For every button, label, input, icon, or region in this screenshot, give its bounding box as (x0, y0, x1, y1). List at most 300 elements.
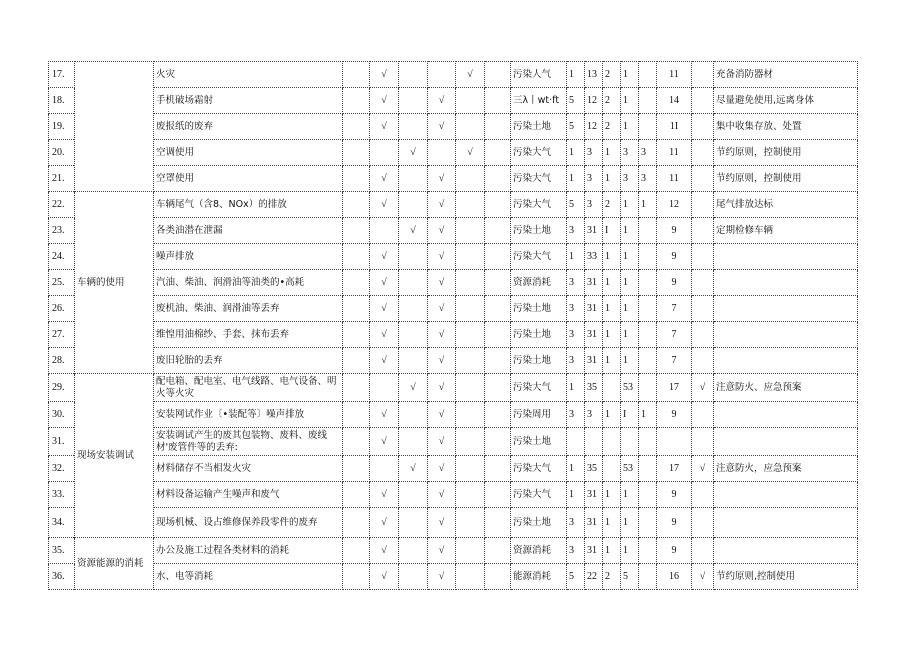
check-cell-1 (343, 482, 370, 508)
score-cell-2: 12 (585, 114, 603, 140)
check-cell-4: √ (428, 218, 456, 244)
total-score-cell: 11 (657, 140, 692, 166)
score-cell-5 (639, 244, 657, 270)
score-cell-2: 31 (585, 482, 603, 508)
total-score-cell (657, 428, 692, 456)
score-cell-4: 1 (621, 538, 639, 564)
check-cell-3 (399, 348, 428, 374)
score-cell-5 (639, 322, 657, 348)
impact-cell: 污染大气 (511, 166, 567, 192)
activity-cell: 废机油、柴油、润滑油等丢弃 (154, 296, 343, 322)
score-cell-4: 1 (621, 114, 639, 140)
check-cell-5: √ (456, 62, 485, 88)
blank-cell (485, 322, 511, 348)
row-number: 33. (49, 482, 75, 508)
blank-cell (485, 456, 511, 482)
score-cell-3: 2 (603, 114, 621, 140)
score-cell-5 (639, 88, 657, 114)
check-cell-4: √ (428, 244, 456, 270)
table-row (49, 62, 858, 88)
check-cell-2: √ (370, 402, 399, 428)
impact-cell: 污染土地 (511, 218, 567, 244)
row-number: 20. (49, 140, 75, 166)
blank-cell (485, 564, 511, 590)
check-cell-3 (399, 244, 428, 270)
total-score-cell: 1I (657, 114, 692, 140)
score-cell-3: 2 (603, 192, 621, 218)
row-number: 21. (49, 166, 75, 192)
control-measure-cell (714, 482, 858, 508)
total-score-cell: 17 (657, 374, 692, 402)
activity-cell: 手机破场霜射 (154, 88, 343, 114)
category-cell: 车辆的使用 (75, 192, 154, 374)
impact-cell: 污染大气 (511, 456, 567, 482)
table-row (49, 270, 858, 296)
score-cell-2: 31 (585, 348, 603, 374)
check-cell-4: √ (428, 296, 456, 322)
score-cell-5 (639, 456, 657, 482)
score-cell-1: 5 (567, 564, 585, 590)
control-measure-cell (714, 270, 858, 296)
activity-cell: 配电箱、配电室、电气线路、电气设备、明火等火灾 (154, 374, 343, 402)
check-cell-2: √ (370, 270, 399, 296)
score-cell-5 (639, 62, 657, 88)
control-measure-cell (714, 244, 858, 270)
significant-check-cell (692, 296, 714, 322)
activity-cell: 车辆尾气（含8、NOx）的排放 (154, 192, 343, 218)
check-cell-1 (343, 270, 370, 296)
score-cell-4: 1 (621, 482, 639, 508)
score-cell-3: I (603, 218, 621, 244)
check-cell-5 (456, 564, 485, 590)
check-cell-5 (456, 166, 485, 192)
check-cell-2: √ (370, 244, 399, 270)
control-measure-cell (714, 538, 858, 564)
row-number: 35. (49, 538, 75, 564)
score-cell-2: 3 (585, 192, 603, 218)
significant-check-cell (692, 482, 714, 508)
significant-check-cell: √ (692, 374, 714, 402)
check-cell-3 (399, 166, 428, 192)
score-cell-2: 13 (585, 62, 603, 88)
activity-cell: 空罩使用 (154, 166, 343, 192)
table-row (49, 456, 858, 482)
blank-cell (485, 296, 511, 322)
score-cell-3 (603, 456, 621, 482)
check-cell-4: √ (428, 508, 456, 538)
check-cell-4: √ (428, 456, 456, 482)
score-cell-5 (639, 218, 657, 244)
row-number: 30. (49, 402, 75, 428)
check-cell-3 (399, 428, 428, 456)
check-cell-5 (456, 296, 485, 322)
check-cell-3: √ (399, 218, 428, 244)
score-cell-5 (639, 428, 657, 456)
total-score-cell: 12 (657, 192, 692, 218)
table-row (49, 538, 858, 564)
significant-check-cell (692, 140, 714, 166)
check-cell-4: √ (428, 166, 456, 192)
score-cell-1: 1 (567, 62, 585, 88)
table-row (49, 374, 858, 402)
check-cell-1 (343, 114, 370, 140)
score-cell-3 (603, 428, 621, 456)
impact-cell: 污染土地 (511, 322, 567, 348)
check-cell-1 (343, 244, 370, 270)
row-number: 29. (49, 374, 75, 402)
score-cell-5: 3 (639, 140, 657, 166)
check-cell-2 (370, 374, 399, 402)
score-cell-4: 1 (621, 296, 639, 322)
score-cell-3: 1 (603, 140, 621, 166)
blank-cell (485, 270, 511, 296)
check-cell-5 (456, 402, 485, 428)
score-cell-1: 1 (567, 456, 585, 482)
score-cell-5 (639, 482, 657, 508)
check-cell-3 (399, 482, 428, 508)
activity-cell: 材料储存不当相发火灾 (154, 456, 343, 482)
check-cell-2: √ (370, 538, 399, 564)
impact-cell: 资源消耗 (511, 538, 567, 564)
row-number: 19. (49, 114, 75, 140)
score-cell-1: 1 (567, 140, 585, 166)
score-cell-3: 1 (603, 508, 621, 538)
significant-check-cell: √ (692, 456, 714, 482)
category-cell (75, 62, 154, 192)
table-row (49, 218, 858, 244)
category-cell: 现场安装调试 (75, 374, 154, 538)
check-cell-5 (456, 192, 485, 218)
score-cell-2: 31 (585, 322, 603, 348)
check-cell-5 (456, 244, 485, 270)
check-cell-3 (399, 322, 428, 348)
check-cell-1 (343, 564, 370, 590)
blank-cell (485, 166, 511, 192)
check-cell-2 (370, 218, 399, 244)
score-cell-4: 1 (621, 88, 639, 114)
significant-check-cell (692, 62, 714, 88)
check-cell-5 (456, 348, 485, 374)
row-number: 32. (49, 456, 75, 482)
check-cell-2: √ (370, 508, 399, 538)
score-cell-1: 3 (567, 538, 585, 564)
control-measure-cell: 定期检修车辆 (714, 218, 858, 244)
control-measure-cell (714, 322, 858, 348)
total-score-cell: 9 (657, 538, 692, 564)
score-cell-1: 3 (567, 270, 585, 296)
table-row (49, 166, 858, 192)
score-cell-2: 35 (585, 456, 603, 482)
blank-cell (485, 88, 511, 114)
total-score-cell: 7 (657, 322, 692, 348)
check-cell-3 (399, 538, 428, 564)
score-cell-4: 1 (621, 270, 639, 296)
check-cell-5 (456, 482, 485, 508)
score-cell-1: 1 (567, 166, 585, 192)
score-cell-2: 3 (585, 166, 603, 192)
score-cell-3: 1 (603, 402, 621, 428)
score-cell-3: 2 (603, 62, 621, 88)
check-cell-4: √ (428, 348, 456, 374)
activity-cell: 维惶用油棉纱、手套、抹布丢弃 (154, 322, 343, 348)
significant-check-cell (692, 88, 714, 114)
check-cell-1 (343, 296, 370, 322)
check-cell-5 (456, 270, 485, 296)
score-cell-5 (639, 374, 657, 402)
impact-cell: 资源消耗 (511, 270, 567, 296)
significant-check-cell (692, 218, 714, 244)
score-cell-2: 3 (585, 140, 603, 166)
row-number: 36. (49, 564, 75, 590)
total-score-cell: 9 (657, 244, 692, 270)
table-row (49, 88, 858, 114)
score-cell-5 (639, 538, 657, 564)
table-row (49, 322, 858, 348)
score-cell-4: 1 (621, 322, 639, 348)
blank-cell (485, 218, 511, 244)
control-measure-cell (714, 508, 858, 538)
blank-cell (485, 402, 511, 428)
check-cell-1 (343, 348, 370, 374)
control-measure-cell: 节约原则，控制使用 (714, 166, 858, 192)
total-score-cell: 9 (657, 482, 692, 508)
score-cell-1: 3 (567, 218, 585, 244)
check-cell-1 (343, 428, 370, 456)
check-cell-3 (399, 296, 428, 322)
check-cell-4: √ (428, 428, 456, 456)
impact-cell: 污染土地 (511, 348, 567, 374)
total-score-cell: 7 (657, 348, 692, 374)
check-cell-1 (343, 88, 370, 114)
check-cell-2: √ (370, 114, 399, 140)
blank-cell (485, 374, 511, 402)
check-cell-4: √ (428, 322, 456, 348)
row-number: 34. (49, 508, 75, 538)
activity-cell: 材料设备运输产生噪声和废气 (154, 482, 343, 508)
score-cell-1: 3 (567, 296, 585, 322)
table-row (49, 140, 858, 166)
blank-cell (485, 428, 511, 456)
check-cell-1 (343, 456, 370, 482)
check-cell-1 (343, 322, 370, 348)
score-cell-4: 1 (621, 62, 639, 88)
total-score-cell: 17 (657, 456, 692, 482)
score-cell-1: 5 (567, 192, 585, 218)
control-measure-cell: 注意防火，应急预案 (714, 456, 858, 482)
score-cell-3: 2 (603, 88, 621, 114)
score-cell-1: 1 (567, 244, 585, 270)
score-cell-4: 53 (621, 374, 639, 402)
check-cell-3 (399, 270, 428, 296)
evaluation-table (48, 61, 858, 590)
impact-cell: 污染大气 (511, 244, 567, 270)
blank-cell (485, 348, 511, 374)
control-measure-cell: 尽量避免使用,远离身体 (714, 88, 858, 114)
check-cell-5 (456, 538, 485, 564)
significant-check-cell (692, 244, 714, 270)
score-cell-3: 1 (603, 348, 621, 374)
check-cell-2: √ (370, 296, 399, 322)
control-measure-cell: 尾气排放达标 (714, 192, 858, 218)
blank-cell (485, 140, 511, 166)
check-cell-5 (456, 428, 485, 456)
score-cell-2: 31 (585, 538, 603, 564)
row-number: 26. (49, 296, 75, 322)
score-cell-1 (567, 428, 585, 456)
significant-check-cell (692, 538, 714, 564)
check-cell-2: √ (370, 322, 399, 348)
impact-cell: 污染周用 (511, 402, 567, 428)
check-cell-4: √ (428, 114, 456, 140)
check-cell-4: √ (428, 88, 456, 114)
table-row (49, 564, 858, 590)
score-cell-2: 22 (585, 564, 603, 590)
score-cell-4: 1 (621, 508, 639, 538)
activity-cell: 空调使用 (154, 140, 343, 166)
significant-check-cell: √ (692, 564, 714, 590)
check-cell-4: √ (428, 482, 456, 508)
total-score-cell: 9 (657, 270, 692, 296)
total-score-cell: 9 (657, 402, 692, 428)
significant-check-cell (692, 508, 714, 538)
check-cell-2: √ (370, 88, 399, 114)
score-cell-3 (603, 374, 621, 402)
blank-cell (485, 192, 511, 218)
activity-cell: 废旧轮胎的丢弃 (154, 348, 343, 374)
table-row (49, 114, 858, 140)
check-cell-5 (456, 88, 485, 114)
activity-cell: 汽油、柴油、润滑油等油类的•高耗 (154, 270, 343, 296)
table-row (49, 348, 858, 374)
control-measure-cell: 节约原则，控制使用 (714, 140, 858, 166)
check-cell-3 (399, 192, 428, 218)
impact-cell: 污染土地 (511, 508, 567, 538)
score-cell-2 (585, 428, 603, 456)
check-cell-5 (456, 374, 485, 402)
score-cell-2: 3 (585, 402, 603, 428)
blank-cell (485, 538, 511, 564)
score-cell-4: 53 (621, 456, 639, 482)
check-cell-4: √ (428, 538, 456, 564)
row-number: 28. (49, 348, 75, 374)
table-row (49, 402, 858, 428)
blank-cell (485, 508, 511, 538)
score-cell-5 (639, 114, 657, 140)
table-row (49, 482, 858, 508)
check-cell-2: √ (370, 348, 399, 374)
check-cell-2 (370, 140, 399, 166)
score-cell-3: 1 (603, 322, 621, 348)
check-cell-4: √ (428, 564, 456, 590)
significant-check-cell (692, 192, 714, 218)
blank-cell (485, 114, 511, 140)
score-cell-2: 31 (585, 218, 603, 244)
check-cell-1 (343, 62, 370, 88)
score-cell-1: 1 (567, 482, 585, 508)
score-cell-3: 1 (603, 538, 621, 564)
control-measure-cell: 集中收集存放、处置 (714, 114, 858, 140)
check-cell-5 (456, 508, 485, 538)
score-cell-2: 33 (585, 244, 603, 270)
significant-check-cell (692, 270, 714, 296)
significant-check-cell (692, 348, 714, 374)
check-cell-1 (343, 538, 370, 564)
score-cell-3: 1 (603, 270, 621, 296)
check-cell-3 (399, 564, 428, 590)
check-cell-2: √ (370, 482, 399, 508)
score-cell-3: 2 (603, 564, 621, 590)
impact-cell: 能源消耗 (511, 564, 567, 590)
significant-check-cell (692, 402, 714, 428)
score-cell-4: 3 (621, 166, 639, 192)
score-cell-1: 3 (567, 508, 585, 538)
row-number: 27. (49, 322, 75, 348)
activity-cell: 安装调试产生的废其包装物、废料、废线材'废管件等的丢弃: (154, 428, 343, 456)
score-cell-1: 5 (567, 88, 585, 114)
check-cell-4: √ (428, 270, 456, 296)
impact-cell: 污染大气 (511, 482, 567, 508)
check-cell-5 (456, 456, 485, 482)
total-score-cell: 16 (657, 564, 692, 590)
significant-check-cell (692, 114, 714, 140)
significant-check-cell (692, 428, 714, 456)
activity-cell: 水、电等消耗 (154, 564, 343, 590)
score-cell-2: 35 (585, 374, 603, 402)
row-number: 24. (49, 244, 75, 270)
check-cell-4 (428, 140, 456, 166)
score-cell-4: 1 (621, 192, 639, 218)
activity-cell: 火灾 (154, 62, 343, 88)
significant-check-cell (692, 166, 714, 192)
score-cell-2: 31 (585, 296, 603, 322)
control-measure-cell (714, 348, 858, 374)
total-score-cell: 14 (657, 88, 692, 114)
row-number: 31. (49, 428, 75, 456)
activity-cell: 现场机械、设占维修保养段零件的废弃 (154, 508, 343, 538)
category-cell: 资源能源的消耗 (75, 538, 154, 590)
check-cell-3 (399, 88, 428, 114)
row-number: 22. (49, 192, 75, 218)
score-cell-1: 5 (567, 114, 585, 140)
check-cell-1 (343, 166, 370, 192)
score-cell-1: 3 (567, 348, 585, 374)
total-score-cell: 11 (657, 166, 692, 192)
check-cell-4 (428, 62, 456, 88)
score-cell-4: 1 (621, 348, 639, 374)
control-measure-cell (714, 428, 858, 456)
score-cell-3: 1 (603, 166, 621, 192)
check-cell-1 (343, 402, 370, 428)
check-cell-3 (399, 508, 428, 538)
row-number: 17. (49, 62, 75, 88)
total-score-cell: 7 (657, 296, 692, 322)
activity-cell: 各类油潜在泄漏 (154, 218, 343, 244)
activity-cell: 安装网试作业〔•装配等〕噪声排放 (154, 402, 343, 428)
score-cell-5 (639, 508, 657, 538)
table-row (49, 296, 858, 322)
impact-cell: 污染大气 (511, 192, 567, 218)
score-cell-5 (639, 348, 657, 374)
check-cell-3: √ (399, 140, 428, 166)
check-cell-4: √ (428, 374, 456, 402)
control-measure-cell (714, 402, 858, 428)
significant-check-cell (692, 322, 714, 348)
check-cell-5 (456, 322, 485, 348)
table-row (49, 508, 858, 538)
table-row (49, 192, 858, 218)
blank-cell (485, 62, 511, 88)
check-cell-3: √ (399, 456, 428, 482)
